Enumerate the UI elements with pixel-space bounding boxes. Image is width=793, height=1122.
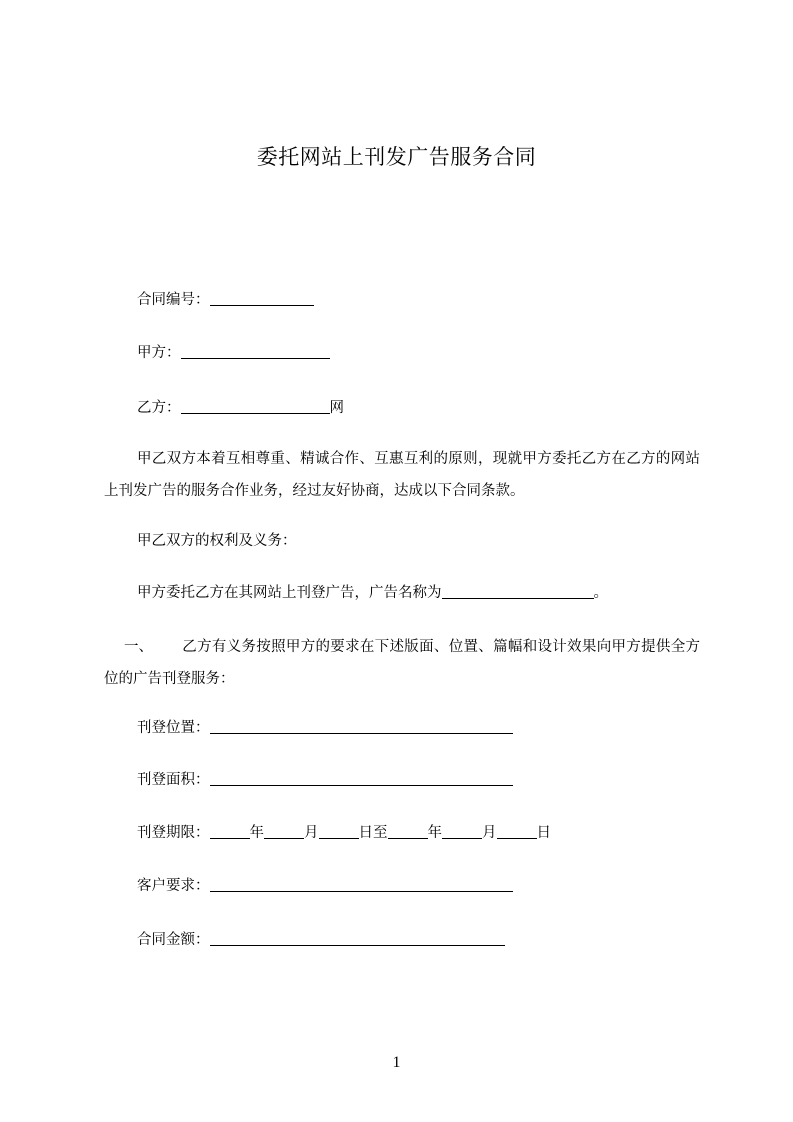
end-day-blank[interactable] (497, 820, 537, 839)
area-line (137, 766, 513, 794)
requirement-line (137, 872, 513, 900)
month-label: 月 (482, 825, 497, 841)
start-month-blank[interactable] (264, 820, 304, 839)
document-title: 委托网站上刊发广告服务合同 (256, 145, 537, 169)
day-to-label: 日至 (358, 825, 388, 841)
party-b-label: 乙方： (137, 400, 181, 416)
period-line (137, 819, 551, 847)
clause-1-number: 一、 (124, 639, 153, 655)
contract-number-blank[interactable] (210, 287, 314, 306)
amount-blank[interactable] (210, 927, 505, 946)
ad-name-text: 甲方委托乙方在其网站上刊登广告，广告名称为 (137, 585, 442, 601)
area-label: 刊登面积： (137, 772, 210, 788)
start-year-blank[interactable] (210, 820, 250, 839)
position-blank[interactable] (210, 715, 513, 734)
amount-label: 合同金额： (137, 932, 210, 948)
party-b-line (137, 394, 344, 422)
contract-number-label: 合同编号： (137, 292, 210, 308)
party-a-blank[interactable] (181, 340, 330, 359)
day-label: 日 (536, 825, 551, 841)
party-a-label: 甲方： (137, 345, 181, 361)
start-day-blank[interactable] (319, 820, 359, 839)
amount-line (137, 926, 505, 954)
position-line (137, 714, 513, 742)
clause-1 (104, 631, 700, 695)
end-month-blank[interactable] (442, 820, 482, 839)
page-number: 1 (392, 1054, 401, 1071)
position-label: 刊登位置： (137, 720, 210, 736)
year-label: 年 (249, 825, 264, 841)
party-b-suffix: 网 (329, 400, 344, 416)
requirement-blank[interactable] (210, 873, 513, 892)
clause-1-text: 乙方有义务按照甲方的要求在下述版面、位置、篇幅和设计效果向甲方提供全方位的广告刊登服务： (104, 639, 700, 687)
rights-heading: 甲乙双方的权利及义务： (137, 533, 297, 549)
party-a-line (137, 339, 330, 367)
month-label: 月 (304, 825, 319, 841)
ad-name-blank[interactable] (442, 580, 594, 599)
ad-name-end: 。 (593, 585, 608, 601)
year-label: 年 (427, 825, 442, 841)
party-b-blank[interactable] (181, 395, 330, 414)
end-year-blank[interactable] (388, 820, 428, 839)
period-label: 刊登期限： (137, 825, 210, 841)
area-blank[interactable] (210, 767, 513, 786)
contract-number-line (137, 286, 314, 314)
requirement-label: 客户要求： (137, 878, 210, 894)
intro-paragraph: 甲乙双方本着互相尊重、精诚合作、互惠互利的原则，现就甲方委托乙方在乙方的网站上刊发广告的服务合作业务，经过友好协商，达成以下合同条款。 (104, 451, 700, 499)
ad-name-line (137, 579, 608, 607)
